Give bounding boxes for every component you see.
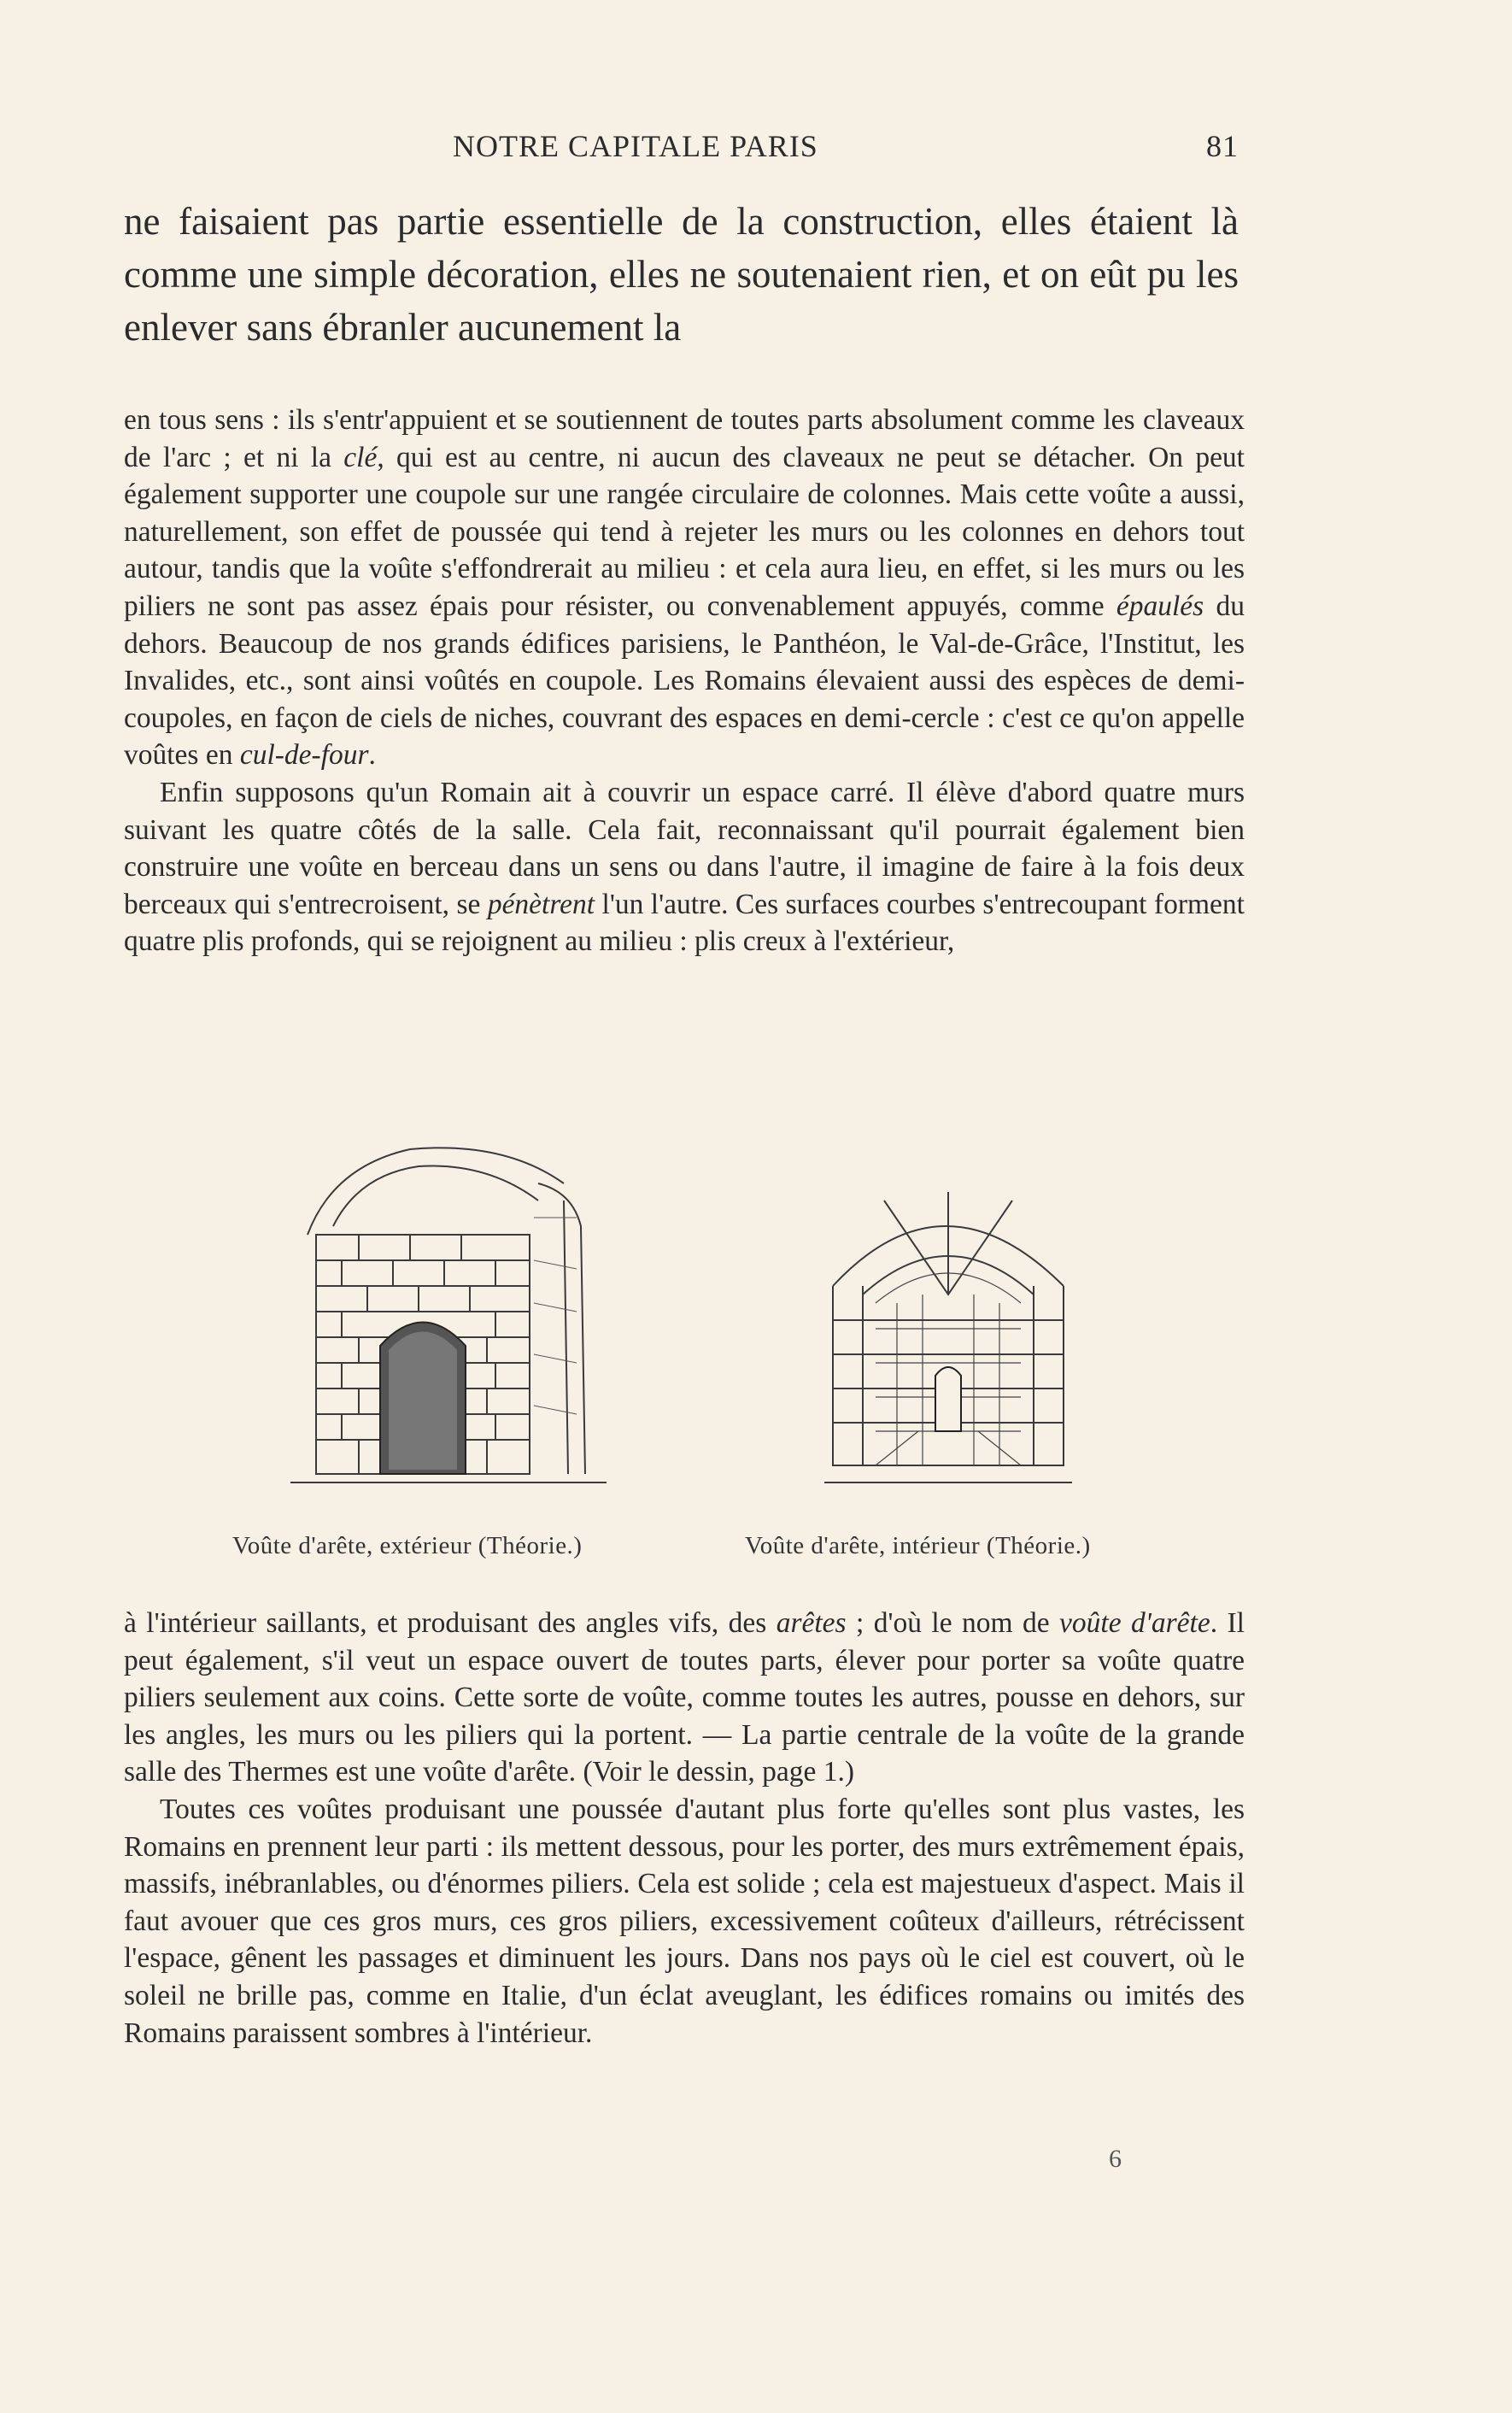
vault-exterior-illustration — [282, 1132, 615, 1504]
signature-mark: 6 — [1109, 2145, 1122, 2173]
paragraph-espace-carre: Enfin supposons qu'un Romain ait à couvrir un espace carré. Il élève d'abord quatre murs suivant les quatre côtés de la salle. Cela fait, reconnaissant qu'il pourrait également bien construire une voûte en berceau dans un sens ou dans l'autre, il imagine de faire à la fois deux berceaux qui s'entrecroisent, se pénètrent l'un l'autre. Ces surfaces courbes s'entrecoupant forment quatre plis profonds, qui se rejoignent au milieu : plis creux à l'extérieur, — [124, 776, 1245, 958]
body-text-lower — [124, 1605, 1245, 2052]
paragraph-poussee: Toutes ces voûtes produisant une poussée d'autant plus forte qu'elles sont plus vastes, les Romains en prennent leur parti : ils mettent dessous, pour les porter, des murs extrêmement épais, massifs, inébranlables, ou d'énormes piliers. Cela est solide ; cela est majestueux d'aspect. Mais il faut avouer que ces gros murs, ces gros piliers, excessivement coûteux d'ailleurs, rétrécissent l'espace, gênent les passages et diminuent les jours. Dans nos pays où le ciel est couvert, où le soleil ne brille pas, comme en Italie, d'un éclat aveuglant, les édifices romains ou imités des Romains paraissent sombres à l'intérieur. — [124, 1793, 1245, 2049]
body-text-upper — [124, 402, 1245, 960]
continued-paragraph-large: ne faisaient pas partie essentielle de la construction, elles étaient là comme une simple décoration, elles ne soutenaient rien, et on eût pu les enlever sans ébranler aucunement la — [124, 200, 1239, 349]
vault-interior-illustration — [824, 1183, 1072, 1500]
page-number: 81 — [1206, 129, 1239, 163]
figure-caption-exterior: Voûte d'arête, extérieur (Théorie.) — [232, 1532, 583, 1559]
figure-caption-interior: Voûte d'arête, intérieur (Théorie.) — [745, 1532, 1091, 1559]
paragraph-voute-arete: à l'intérieur saillants, et produisant des angles vifs, des arêtes ; d'où le nom de voûte d'arête. Il peut également, s'il veut un espace ouvert de toutes parts, élever pour porter sa voûte quatre piliers seulement aux coins. Cette sorte de voûte, comme toutes les autres, pousse en dehors, sur les angles, les murs ou les piliers qui la portent. — La partie centrale de la voûte de la grande salle des Thermes est une voûte d'arête. (Voir le dessin, page 1.) — [124, 1607, 1245, 1788]
paragraph-coupole: en tous sens : ils s'entr'appuient et se soutiennent de toutes parts absolument comme les claveaux de l'arc ; et ni la clé, qui est au centre, ni aucun des claveaux ne peut se détacher. On peut également supporter une coupole sur une rangée circulaire de colonnes. Mais cette voûte a aussi, naturellement, son effet de poussée qui tend à rejeter les murs ou les colonnes en dehors tout autour, tandis que la voûte s'effondrerait au milieu : et cela aura lieu, en effet, si les murs ou les piliers ne sont pas assez épais pour résister, ou convenablement appuyés, comme épaulés du dehors. Beaucoup de nos grands édifices parisiens, le Panthéon, le Val-de-Grâce, l'Institut, les Invalides, etc., sont ainsi voûtés en coupole. Les Romains élevaient aussi des espèces de demi-coupoles, en façon de ciels de niches, couvrant des espaces en demi-cercle : c'est ce qu'on appelle voûtes en cul-de-four. — [124, 404, 1245, 772]
running-header — [128, 128, 1239, 171]
running-title: NOTRE CAPITALE PARIS — [453, 129, 818, 163]
